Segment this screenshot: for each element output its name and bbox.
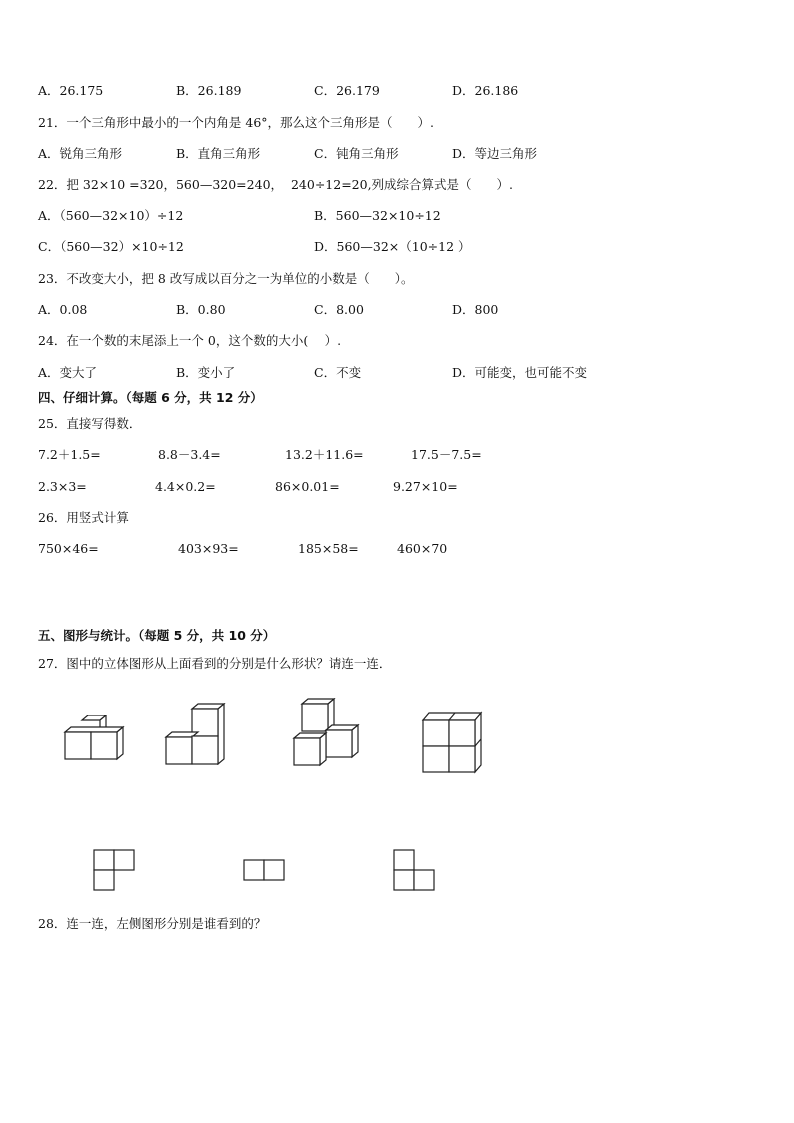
q24-option-a: A．变大了 bbox=[38, 365, 98, 380]
q20-option-a: A．26.175 bbox=[38, 83, 104, 98]
q25-item-1: 7.2＋1.5= bbox=[38, 447, 101, 462]
q23-option-d: D．800 bbox=[452, 302, 499, 317]
q24-option-d: D．可能变，也可能不变 bbox=[452, 365, 588, 380]
q23-option-c: C．8.00 bbox=[314, 302, 364, 317]
q24-stem: 24．在一个数的末尾添上一个 0，这个数的大小( ）. bbox=[38, 333, 342, 348]
q21-option-b: B．直角三角形 bbox=[176, 146, 261, 161]
q21-option-c: C．钝角三角形 bbox=[314, 146, 399, 161]
q23-option-a: A．0.08 bbox=[38, 302, 88, 317]
q23-stem: 23．不改变大小，把 8 改写成以百分之一为单位的小数是（ ）。 bbox=[38, 271, 414, 286]
top-view-3[interactable] bbox=[393, 849, 437, 893]
q25-item-7: 86×0.01= bbox=[275, 479, 340, 494]
q25-stem: 25．直接写得数． bbox=[38, 416, 142, 431]
q20-option-b: B．26.189 bbox=[176, 83, 242, 98]
q21-option-d: D．等边三角形 bbox=[452, 146, 538, 161]
q26-item-1: 750×46= bbox=[38, 541, 99, 556]
q22-stem: 22．把 32×10 =320，560—320=240， 240÷12=20,列成综合算式是（ ）. bbox=[38, 177, 514, 192]
q20-option-d: D．26.186 bbox=[452, 83, 519, 98]
q28-stem: 28．连一连，左侧图形分别是谁看到的？ bbox=[38, 916, 267, 931]
q25-item-6: 4.4×0.2= bbox=[155, 479, 216, 494]
section-4-heading: 四、仔细计算。（每题 6 分，共 12 分） bbox=[38, 390, 263, 405]
q22-option-b: B．560—32×10÷12 bbox=[314, 208, 441, 223]
solid-figure-4 bbox=[420, 708, 484, 774]
q24-option-c: C．不变 bbox=[314, 365, 362, 380]
q26-stem: 26．用竖式计算 bbox=[38, 510, 129, 525]
q21-stem: 21．一个三角形中最小的一个内角是 46°，那么这个三角形是（ ）. bbox=[38, 115, 435, 130]
top-view-1[interactable] bbox=[93, 849, 137, 893]
solid-figure-1 bbox=[62, 715, 128, 765]
q22-option-a: A．（560—32×10）÷12 bbox=[38, 208, 184, 223]
top-view-2[interactable] bbox=[243, 859, 287, 883]
q26-item-2: 403×93= bbox=[178, 541, 239, 556]
q26-item-4: 460×70 bbox=[397, 541, 448, 556]
q25-item-5: 2.3×3= bbox=[38, 479, 87, 494]
q24-option-b: B．变小了 bbox=[176, 365, 236, 380]
q22-option-c: C．（560—32）×10÷12 bbox=[38, 239, 184, 254]
q23-option-b: B．0.80 bbox=[176, 302, 226, 317]
q25-item-4: 17.5－7.5= bbox=[411, 447, 482, 462]
q27-stem: 27．图中的立体图形从上面看到的分别是什么形状？请连一连． bbox=[38, 656, 392, 671]
section-5-heading: 五、图形与统计。（每题 5 分，共 10 分） bbox=[38, 628, 276, 643]
q26-item-3: 185×58= bbox=[298, 541, 359, 556]
q25-item-3: 13.2＋11.6= bbox=[285, 447, 364, 462]
q25-item-8: 9.27×10= bbox=[393, 479, 458, 494]
solid-figure-3 bbox=[290, 698, 362, 768]
solid-figure-2 bbox=[164, 703, 230, 765]
q20-option-c: C．26.179 bbox=[314, 83, 380, 98]
q21-option-a: A．锐角三角形 bbox=[38, 146, 123, 161]
q22-option-d: D．560—32×（10÷12 ） bbox=[314, 239, 471, 254]
q25-item-2: 8.8－3.4= bbox=[158, 447, 221, 462]
